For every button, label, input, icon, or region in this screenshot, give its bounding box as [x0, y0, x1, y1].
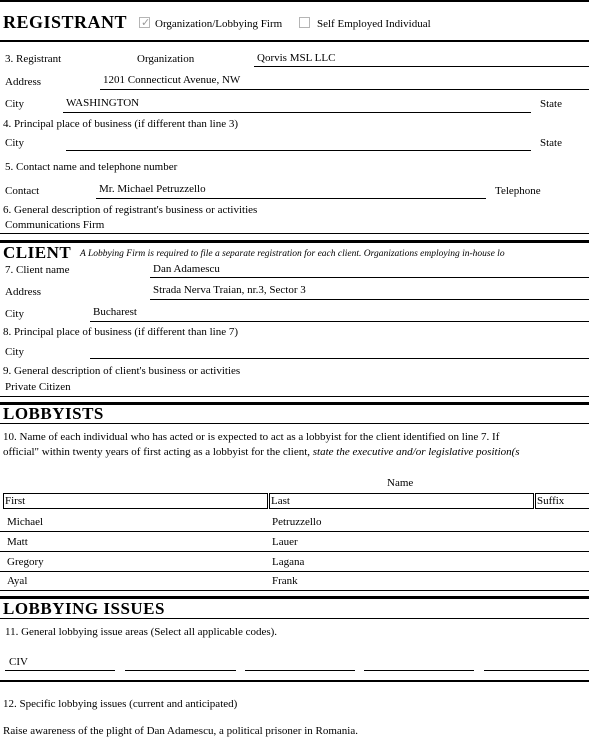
issue-code-3-underline [245, 670, 355, 671]
line11-label: 11. General lobbying issue areas (Select all applicable codes). [5, 626, 278, 638]
telephone-label: Telephone [495, 185, 541, 197]
first-column-header: First [3, 493, 268, 509]
contact-underline [96, 198, 486, 199]
city-label: City [5, 98, 24, 110]
line6-underline [0, 233, 589, 234]
line8-label: 8. Principal place of business (if different than line 7) [3, 326, 239, 338]
issues-heading-rule [0, 618, 589, 619]
self-employed-checkbox[interactable] [299, 17, 310, 28]
client-city2-label: City [5, 346, 24, 358]
lobbyist-row-rule [0, 551, 589, 552]
suffix-column-header: Suffix [535, 493, 589, 509]
issue-code-4-underline [364, 670, 474, 671]
issue-code-1-underline [5, 670, 115, 671]
client-name-underline [150, 277, 589, 278]
org-firm-checkbox[interactable] [139, 17, 150, 28]
client-rule [0, 240, 589, 243]
issues-heading: LOBBYING ISSUES [3, 599, 165, 618]
client-note: A Lobbying Firm is required to file a separate registration for each client. Organizations employing in-house lo [80, 249, 505, 259]
line10-text: 10. Name of each individual who has acted or is expected to act as a lobbyist for the client identified on line 7. If [3, 431, 500, 443]
state-label: State [540, 98, 562, 110]
lobbyist-row-rule [0, 590, 589, 591]
city2-underline [66, 150, 531, 151]
lobbyist-row-rule [0, 571, 589, 572]
lobbyist-1-first: Michael [7, 516, 44, 528]
issue-code-2-underline [125, 670, 236, 671]
client-heading: CLIENT [3, 243, 72, 262]
client-city-label: City [5, 308, 24, 320]
issue-code-1: CIV [9, 656, 28, 668]
last-column-header: Last [269, 493, 534, 509]
address-label: Address [5, 76, 42, 88]
lobbyists-heading: LOBBYISTS [3, 404, 104, 423]
contact-label: Contact [5, 185, 40, 197]
top-rule [0, 0, 589, 2]
city-underline [63, 112, 531, 113]
client-city2-underline [90, 358, 589, 359]
registrant-rule [0, 40, 589, 42]
self-employed-label: Self Employed Individual [317, 18, 431, 30]
address-value: 1201 Connecticut Avenue, NW [103, 74, 241, 86]
client-city-value: Bucharest [93, 306, 137, 318]
client-name-label: 7. Client name [5, 264, 70, 276]
line6-label: 6. General description of registrant's business or activities [3, 204, 258, 216]
client-address-underline [150, 299, 589, 300]
lobbyist-1-last: Petruzzello [272, 516, 322, 528]
client-address-label: Address [5, 286, 42, 298]
state2-label: State [540, 137, 562, 149]
organization-value: Qorvis MSL LLC [257, 52, 336, 64]
lobbyist-2-last: Lauer [272, 536, 298, 548]
lobbyist-3-last: Lagana [272, 556, 305, 568]
line6-value: Communications Firm [5, 219, 105, 231]
registrant-heading: REGISTRANT [3, 12, 128, 32]
issue-code-5-underline [484, 670, 589, 671]
lobbyist-row-rule [0, 531, 589, 532]
line10-text-continued [3, 446, 520, 458]
line10-continued-plain: official" within twenty years of first acting as a lobbyist for the client, [3, 446, 311, 458]
client-name-value: Dan Adamescu [153, 263, 220, 275]
lobbyists-heading-rule [0, 423, 589, 424]
org-firm-label: Organization/Lobbying Firm [155, 18, 283, 30]
line5-label: 5. Contact name and telephone number [5, 161, 178, 173]
lobbyist-4-first: Ayal [7, 575, 28, 587]
line3-label: 3. Registrant [5, 53, 62, 65]
organization-underline [254, 66, 589, 67]
city-value: WASHINGTON [66, 97, 140, 109]
contact-value: Mr. Michael Petruzzello [99, 183, 206, 195]
address-underline [100, 89, 589, 90]
city2-label: City [5, 137, 24, 149]
lobbyist-3-first: Gregory [7, 556, 44, 568]
line12-value: Raise awareness of the plight of Dan Adamescu, a political prisoner in Romania. [3, 725, 358, 737]
line4-label: 4. Principal place of business (if different than line 3) [3, 118, 239, 130]
organization-label: Organization [137, 53, 195, 65]
client-address-value: Strada Nerva Traian, nr.3, Sector 3 [153, 284, 306, 296]
client-city-underline [90, 321, 589, 322]
lobbyist-4-last: Frank [272, 575, 298, 587]
line12-label: 12. Specific lobbying issues (current and anticipated) [3, 698, 238, 710]
line9-label: 9. General description of client's business or activities [3, 365, 241, 377]
checkmark-icon: ✓ [141, 16, 151, 29]
name-column-group: Name [387, 477, 414, 489]
line9-value: Private Citizen [5, 381, 71, 393]
line11-rule [0, 680, 589, 682]
lobbyist-2-first: Matt [7, 536, 28, 548]
line9-underline [0, 396, 589, 397]
line10-continued-italic: state the executive and/or legislative position(s [312, 446, 520, 458]
